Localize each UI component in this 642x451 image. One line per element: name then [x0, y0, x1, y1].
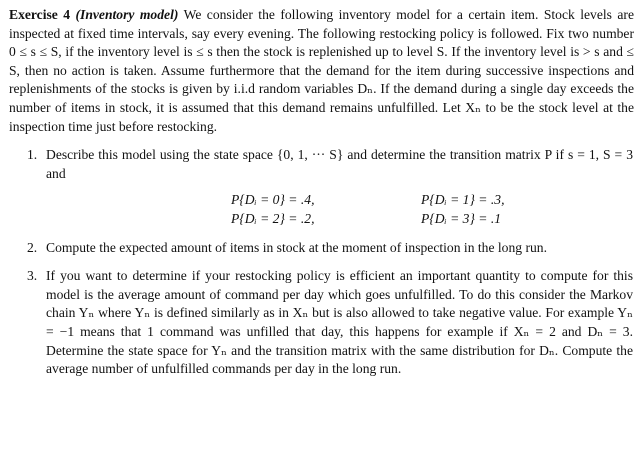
equation: P{Dᵢ = 0} = .4,: [231, 192, 315, 208]
equation: P{Dᵢ = 3} = .1: [421, 210, 502, 226]
question-item-2: [9, 239, 634, 258]
question-text: Compute the expected amount of items in stock at the moment of inspection in the long run.: [46, 239, 547, 255]
exercise-title: (Inventory model): [75, 7, 179, 22]
question-number: 3.: [27, 268, 38, 284]
question-item-1: [9, 146, 634, 228]
question-text: If you want to determine if your restocking policy is efficient an important quantity to compute for this model is the average amount of command per day which goes unfulfilled. To do this consider the Markov chain Yₙ where Yₙ is defined similarly as in Xₙ but is also allowed to take negative value. For example Yₙ = −1 means that 1 command was unfilled that day, this happens for example if Xₙ = 2 and Dₙ = 3. Determine the state space for Yₙ and the transition matrix with the same distribution for Dₙ. Compute the average number of unfulfilled commands per day in the long run.: [46, 268, 633, 377]
question-item-3: [9, 267, 634, 379]
probability-equations: [231, 191, 633, 228]
question-number: 1.: [27, 147, 38, 163]
exercise-intro-paragraph: [9, 6, 634, 136]
exercise-intro-text: We consider the following inventory model for a certain item. Stock levels are inspected at fixed time intervals, say every evening. The following restocking policy is followed. Fix two number 0 ≤ s ≤ S, if the inventory level is ≤ s then the stock is replenished up to level S. If the inventory level is > s and ≤ S, then no action is taken. Assume furthermore that the demand for the item during successive inspections and replenishments of the stocks is given by i.i.d random variables Dₙ. If the demand during a single day exceeds the number of items in stock, it is assumed that this demand remains unfulfilled. Let Xₙ to be the stock level at the inspection time just before restocking.: [9, 7, 634, 134]
equation: P{Dᵢ = 1} = .3,: [421, 192, 505, 208]
equation: P{Dᵢ = 2} = .2,: [231, 210, 315, 226]
question-list: [9, 146, 634, 379]
exercise-label: Exercise 4: [9, 7, 71, 22]
question-number: 2.: [27, 239, 38, 255]
question-text: Describe this model using the state space {0, 1, ··· S} and determine the transition matrix P if s = 1, S = 3 and: [46, 147, 633, 181]
